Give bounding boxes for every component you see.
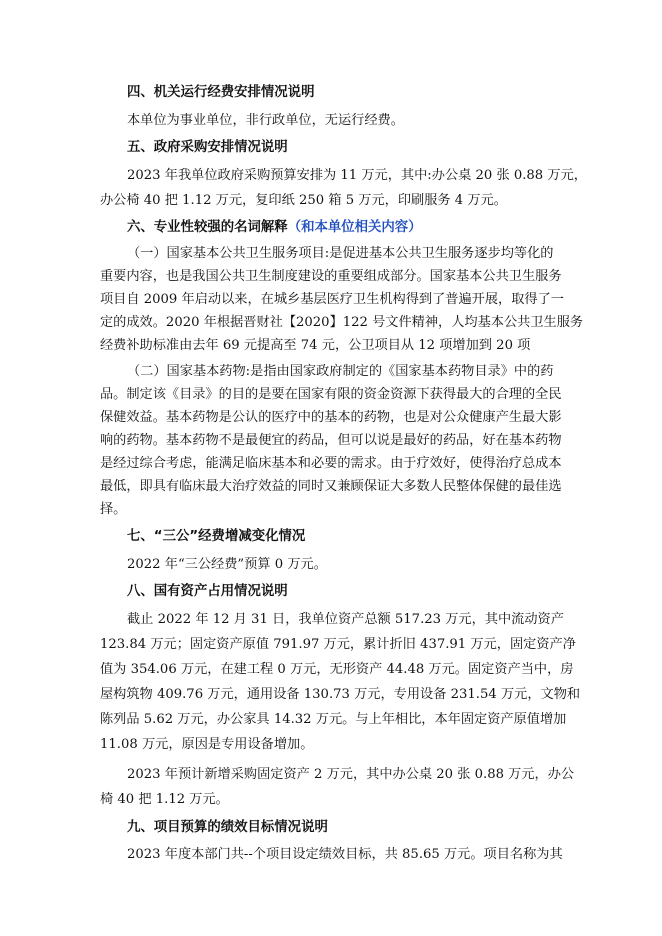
section8-para1-line-3: 值为 354.06 万元，在建工程 0 万元，无形资产 44.48 万元。固定资产当中，房 xyxy=(100,662,574,677)
section6-para2-line-5: 是经过综合考虑，能满足临床基本和必要的需求。由于疗效好，使得治疗总成本 xyxy=(100,456,562,471)
section6-heading-text: 六、专业性较强的名词解释 xyxy=(127,220,288,235)
section7-heading: 七、“三公”经费增减变化情况 xyxy=(127,529,306,544)
section8-para2-line-2: 椅 40 把 1.12 万元。 xyxy=(100,792,229,807)
section8-para1-line-5: 陈列品 5.62 万元，办公家具 14.32 万元。与上年相比，本年固定资产原值增加 xyxy=(100,712,567,727)
section6-para1-line-5: 经费补助标准由去年 69 元提高至 74 元，公卫项目从 12 项增加到 20 项 xyxy=(100,338,531,353)
section8-para1-line-4: 屋构筑物 409.76 万元，通用设备 130.73 万元，专用设备 231.54 万元，文物和 xyxy=(100,687,581,702)
section9-heading: 九、项目预算的绩效目标情况说明 xyxy=(127,820,328,835)
section5-line-2: 办公椅 40 把 1.12 万元，复印纸 250 箱 5 万元，印刷服务 4 万元。 xyxy=(100,193,507,208)
section5-line-1: 2023 年我单位政府采购预算安排为 11 万元，其中:办公桌 20 张 0.88 万元， xyxy=(127,168,587,183)
section6-para1-line-3: 项目自 2009 年启动以来，在城乡基层医疗卫生机构得到了普遍开展，取得了一 xyxy=(100,292,564,307)
section4-heading: 四、机关运行经费安排情况说明 xyxy=(127,85,315,100)
section5-heading: 五、政府采购安排情况说明 xyxy=(127,140,288,155)
section8-para1-line-1: 截止 2022 年 12 月 31 日，我单位资产总额 517.23 万元，其中流动资产 xyxy=(127,612,564,627)
section6-para1-line-1: （一）国家基本公共卫生服务项目:是促进基本公共卫生服务逐步均等化的 xyxy=(127,246,554,261)
section6-para2-line-3: 保健效益。基本药物是公认的医疗中的基本的药物，也是对公众健康产生最大影 xyxy=(100,410,562,425)
section9-line-1: 2023 年度本部门共--个项目设定绩效目标，共 85.65 万元。项目名称为其 xyxy=(127,847,563,862)
section8-para1-line-6: 11.08 万元，原因是专用设备增加。 xyxy=(100,737,314,752)
section8-heading: 八、国有资产占用情况说明 xyxy=(127,584,288,599)
section6-heading xyxy=(127,218,422,237)
section6-para2-line-4: 响的药物。基本药物不是最便宜的药品，但可以说是最好的药品，好在基本药物 xyxy=(100,433,562,448)
section6-heading-note: （和本单位相关内容） xyxy=(287,220,422,235)
section4-line-1: 本单位为事业单位，非行政单位，无运行经费。 xyxy=(127,113,404,128)
section6-para2-line-7: 择。 xyxy=(100,502,127,517)
section6-para2-line-1: （二）国家基本药物:是指由国家政府制定的《国家基本药物目录》中的药 xyxy=(127,364,554,379)
section8-para2-line-1: 2023 年预计新增采购固定资产 2 万元，其中办公桌 20 张 0.88 万元，办公 xyxy=(127,767,575,782)
section8-para1-line-2: 123.84 万元；固定资产原值 791.97 万元，累计折旧 437.91 万元，固定资产净 xyxy=(100,637,576,652)
section6-para1-line-2: 重要内容，也是我国公共卫生制度建设的重要组成部分。国家基本公共卫生服务 xyxy=(100,269,562,284)
section6-para1-line-4: 定的成效。2020 年根据晋财社【2020】122 号文件精神，人均基本公共卫生服务 xyxy=(100,315,584,330)
section6-para2-line-6: 最低，即具有临床最大治疗效益的同时又兼顾保证大多数人民整体保健的最佳选 xyxy=(100,479,562,494)
section7-line-1: 2022 年“三公经费”预算 0 万元。 xyxy=(127,557,327,572)
section6-para2-line-2: 品。制定该《目录》的目的是要在国家有限的资金资源下获得最大的合理的全民 xyxy=(100,387,562,402)
